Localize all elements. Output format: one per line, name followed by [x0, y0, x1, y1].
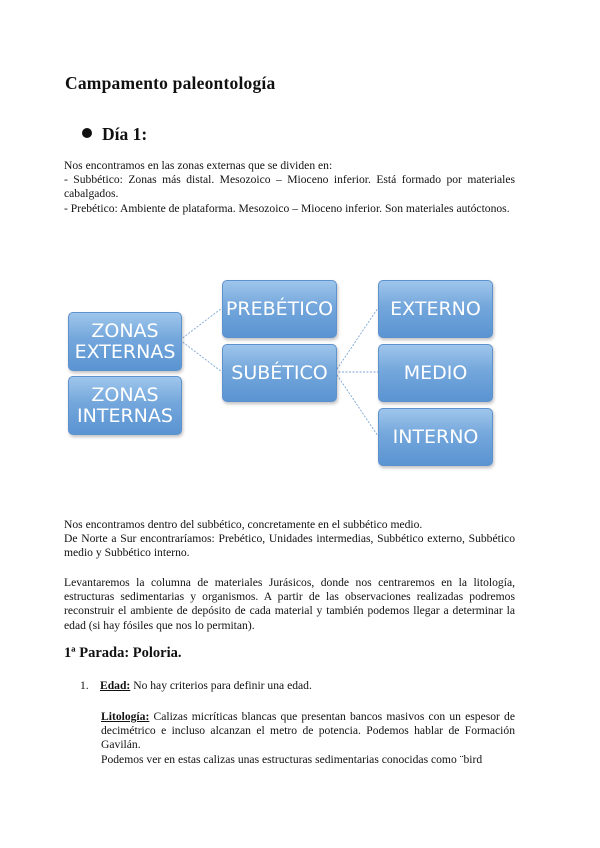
box-label: INTERNO [392, 425, 479, 448]
connector-line [180, 340, 222, 372]
connector-line [335, 308, 378, 372]
box-zonas-internas [68, 376, 182, 435]
box-label: SUBÉTICO [231, 361, 328, 384]
location-paragraph [64, 518, 515, 561]
box-label: MEDIO [403, 361, 468, 384]
litologia-line [101, 710, 515, 753]
box-label: PREBÉTICO [225, 297, 334, 320]
box-label: EXTERNO [390, 297, 481, 320]
litologia-text: Calizas micríticas blancas que presentan bancos masivos con un espesor de decimétrico e incluso alcanzan el metro de potencia. Podemos hablar de Formación Gavilán. [101, 710, 515, 752]
connector-line [180, 308, 222, 340]
box-zonas-externas [68, 312, 182, 371]
intro-line: Nos encontramos en las zonas externas que se dividen en: [64, 159, 333, 172]
location-line: De Norte a Sur encontraríamos: Prebético, Unidades intermedias, Subbético externo, Subbético medio y Subbético interno. [64, 532, 515, 560]
parada-heading: 1ª Parada: Poloria. [64, 645, 182, 661]
litologia-paragraph [101, 710, 515, 767]
edad-label: Edad: [100, 679, 131, 692]
box-prebetico [222, 280, 337, 338]
connector-line [335, 372, 378, 436]
box-medio [378, 344, 493, 402]
box-interno [378, 408, 493, 466]
list-item-edad [80, 679, 520, 692]
edad-text: No hay criterios para definir una edad. [130, 679, 312, 692]
column-paragraph [64, 576, 515, 633]
box-label: ZONAS INTERNAS [77, 383, 173, 427]
litologia-label: Litología: [101, 710, 150, 723]
box-externo [378, 280, 493, 338]
estructuras-line: Podemos ver en estas calizas unas estructuras sedimentarias conocidas como ¨bird [101, 752, 483, 766]
intro-line: - Prebético: Ambiente de plataforma. Mesozoico – Mioceno inferior. Son materiales autóctonos. [64, 201, 510, 215]
list-number: 1. [80, 679, 89, 692]
box-subetico [222, 344, 337, 402]
document-title: Campamento paleontología [65, 73, 276, 93]
intro-line: - Subbético: Zonas más distal. Mesozoico – Mioceno inferior. Está formado por materiales cabalgados. [64, 173, 515, 201]
location-line: Nos encontramos dentro del subbético, concretamente en el subbético medio. [64, 518, 423, 531]
day-heading-text: Día 1: [102, 124, 148, 144]
box-label: ZONAS EXTERNAS [74, 319, 176, 363]
column-text: Levantaremos la columna de materiales Jurásicos, donde nos centraremos en la litología, estructuras sedimentarias y organismos. A partir de las observaciones realizadas podremos reconstruir el ambiente de depósito de cada material y también podemos llegar a determinar la edad (si hay fósiles que nos lo permitan). [64, 576, 515, 632]
